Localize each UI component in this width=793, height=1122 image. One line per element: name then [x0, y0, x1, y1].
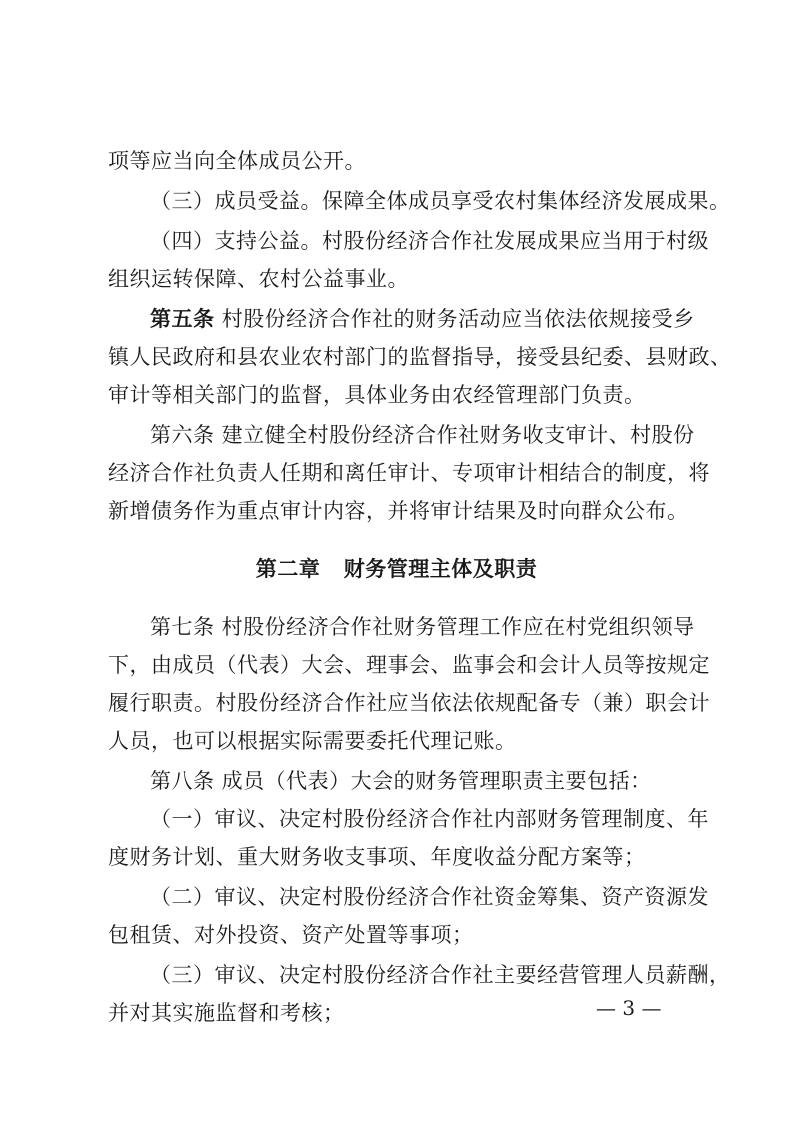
paragraph-line: 经济合作社负责人任期和离任审计、专项审计相结合的制度，将 — [108, 461, 710, 485]
paragraph-line: 并对其实施监督和考核； — [108, 1001, 345, 1025]
page-number: — 3 — — [596, 996, 662, 1020]
paragraph-line: 新增债务作为重点审计内容，并将审计结果及时向群众公布。 — [108, 499, 689, 523]
paragraph-line-article-8: 第八条 成员（代表）大会的财务管理职责主要包括： — [150, 769, 652, 793]
paragraph-line-article-5 — [150, 306, 695, 332]
paragraph-line: 度财务计划、重大财务收支事项、年度收益分配方案等； — [108, 845, 646, 869]
paragraph-line: 项等应当向全体成员公开。 — [108, 149, 366, 173]
paragraph-line: 履行职责。村股份经济合作社应当依法依规配备专（兼）职会计 — [108, 691, 710, 715]
article-5-label: 第五条 — [150, 307, 215, 331]
paragraph-line: （二）审议、决定村股份经济合作社资金筹集、资产资源发 — [150, 885, 709, 909]
paragraph-line-article-7: 第七条 村股份经济合作社财务管理工作应在村党组织领导 — [150, 615, 695, 639]
paragraph-line: （三）审议、决定村股份经济合作社主要经营管理人员薪酬， — [150, 963, 731, 987]
paragraph-line: （三）成员受益。保障全体成员享受农村集体经济发展成果。 — [150, 189, 731, 213]
paragraph-line: （四）支持公益。村股份经济合作社发展成果应当用于村级 — [150, 229, 709, 253]
paragraph-line: 镇人民政府和县农业农村部门的监督指导，接受县纪委、县财政、 — [108, 345, 732, 369]
article-5-text: 村股份经济合作社的财务活动应当依法依规接受乡 — [221, 307, 695, 331]
chapter-heading: 第二章 财务管理主体及职责 — [255, 557, 538, 581]
paragraph-line-article-6: 第六条 建立健全村股份经济合作社财务收支审计、村股份 — [150, 423, 695, 447]
paragraph-line: （一）审议、决定村股份经济合作社内部财务管理制度、年 — [150, 807, 709, 831]
paragraph-line: 下，由成员（代表）大会、理事会、监事会和会计人员等按规定 — [108, 653, 710, 677]
paragraph-line: 组织运转保障、农村公益事业。 — [108, 267, 409, 291]
paragraph-line: 包租赁、对外投资、资产处置等事项； — [108, 923, 474, 947]
paragraph-line: 审计等相关部门的监督，具体业务由农经管理部门负责。 — [108, 383, 646, 407]
paragraph-line: 人员，也可以根据实际需要委托代理记账。 — [108, 729, 517, 753]
